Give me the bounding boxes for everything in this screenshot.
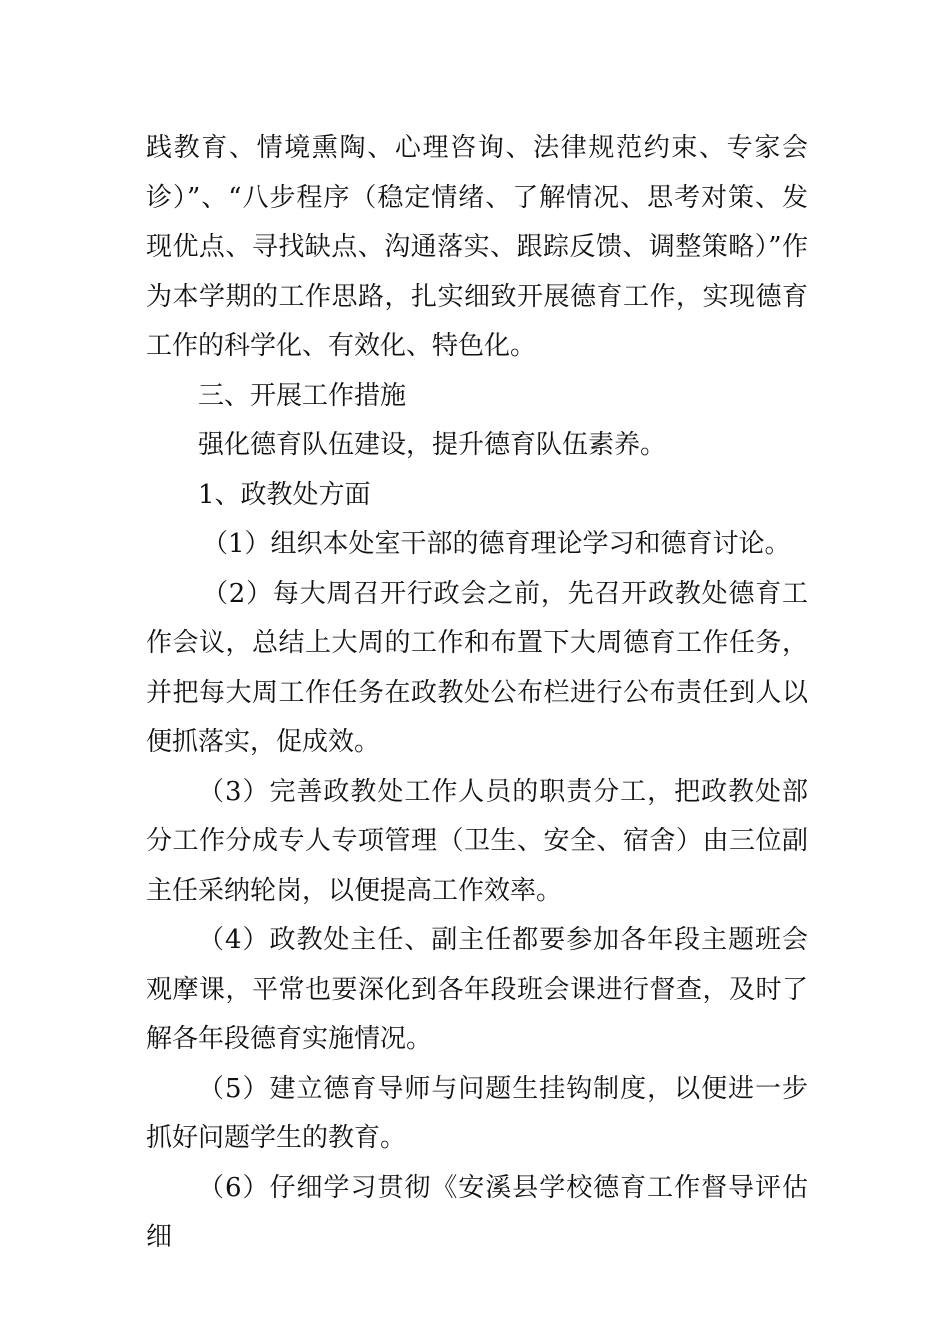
sub-item-5: （5）建立德育导师与问题生挂钩制度，以便进一步抓好问题学生的教育。 xyxy=(146,1073,808,1153)
paragraph-strengthen-team: 强化德育队伍建设，提升德育队伍素养。 xyxy=(198,430,667,460)
sub-item-1: （1）组织本处室干部的德育理论学习和德育讨论。 xyxy=(202,529,791,559)
paragraph-intro-continued: 践教育、情境熏陶、心理咨询、法律规范约束、专家会诊）”、“八步程序（稳定情绪、了解情况、思考对策、发现优点、寻找缺点、沟通落实、跟踪反馈、调整策略）”作为本学期的工作思路，扎实细致开展德育工作，实现德育工作的科学化、有效化、特色化。 xyxy=(146,133,808,361)
section-heading-three: 三、开展工作措施 xyxy=(198,380,407,411)
sub-item-6: （6）仔细学习贯彻《安溪县学校德育工作督导评估细 xyxy=(146,1172,808,1252)
sub-item-3: （3）完善政教处工作人员的职责分工，把政教处部分工作分成专人专项管理（卫生、安全、宿舍）由三位副主任采纳轮岗，以便提高工作效率。 xyxy=(146,776,808,906)
sub-item-4: （4）政教处主任、副主任都要参加各年段主题班会观摩课，平常也要深化到各年段班会课进行督查，及时了解各年段德育实施情况。 xyxy=(146,925,808,1054)
item-heading-1: 1、政教处方面 xyxy=(198,479,371,510)
sub-item-2: （2）每大周召开行政会之前，先召开政教处德育工作会议，总结上大周的工作和布置下大周德育工作任务，并把每大周工作任务在政教处公布栏进行公布责任到人以便抓落实，促成效。 xyxy=(146,578,808,757)
document-body xyxy=(146,124,808,1263)
